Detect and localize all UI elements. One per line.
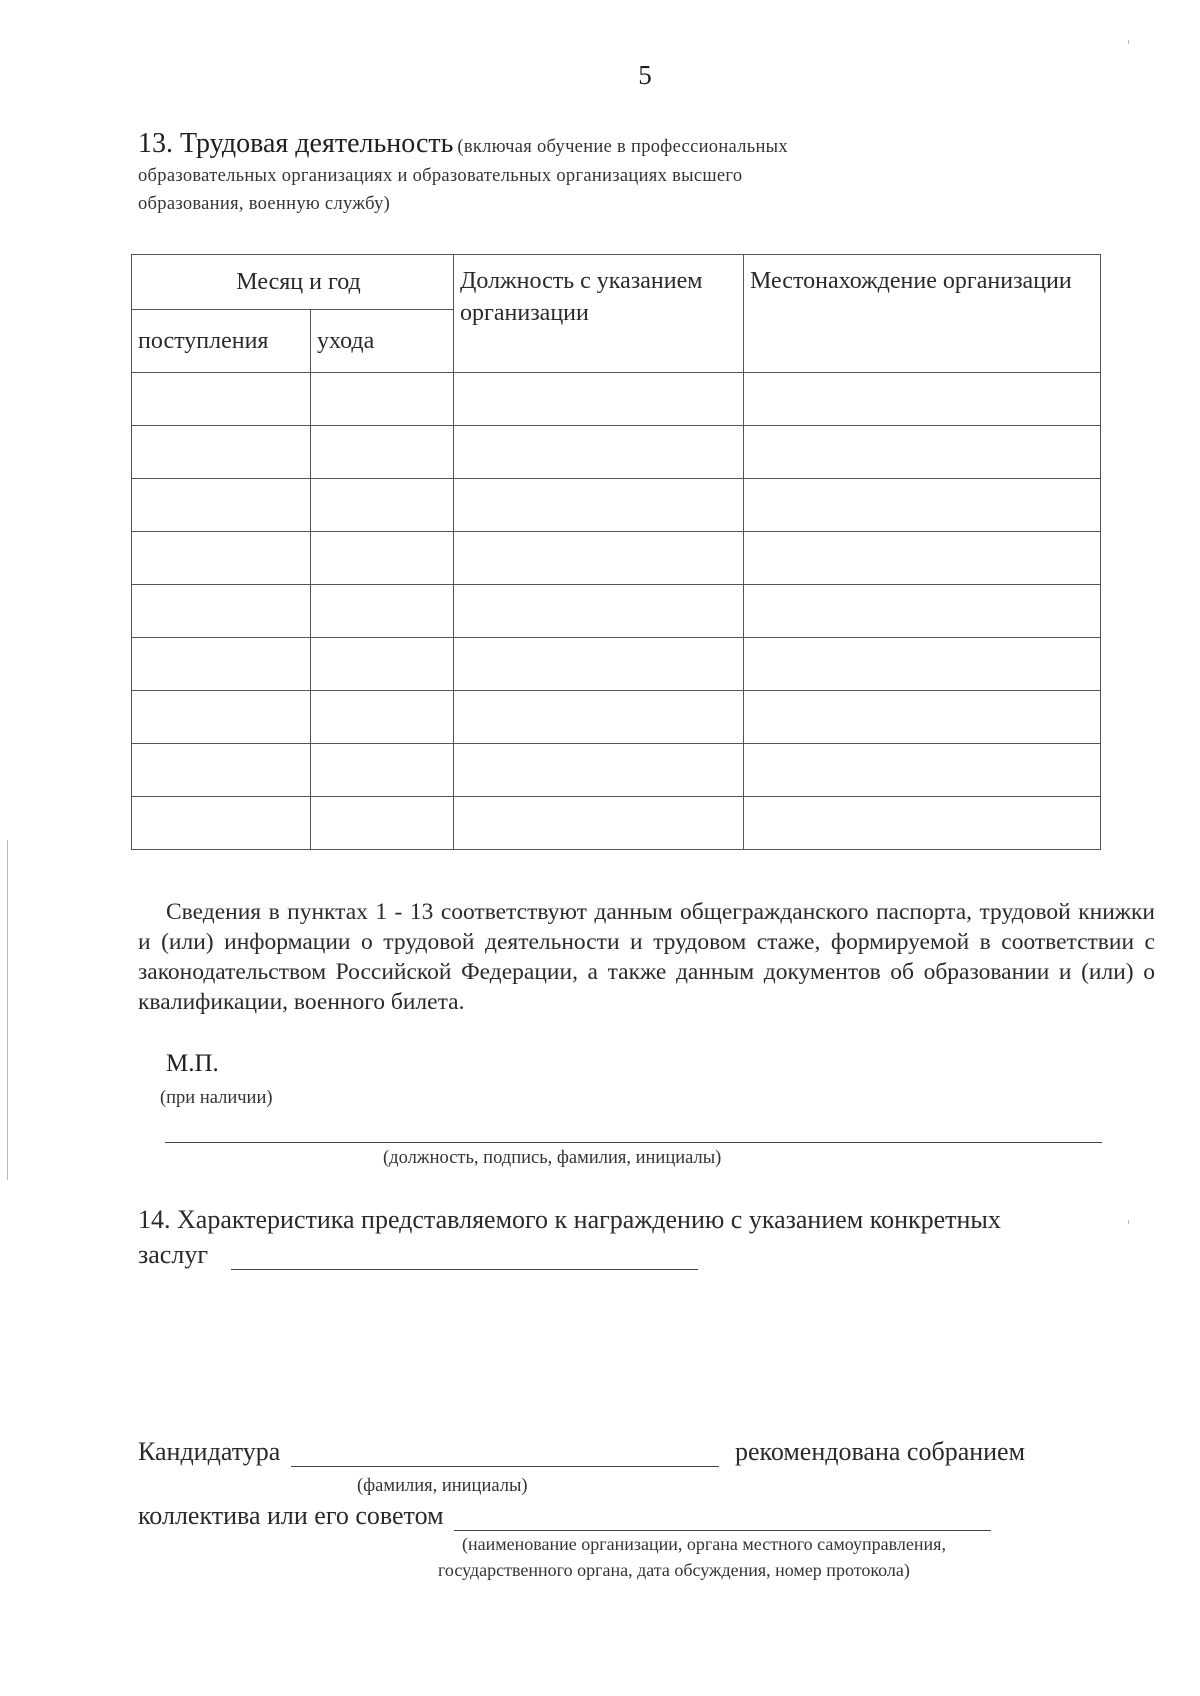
table-cell[interactable] bbox=[744, 479, 1101, 532]
table-cell[interactable] bbox=[454, 373, 744, 426]
table-row bbox=[132, 426, 1101, 479]
candidate-name-field[interactable] bbox=[291, 1440, 719, 1467]
organization-note-1: (наименование организации, органа местного самоуправления, bbox=[462, 1534, 946, 1554]
page-number: 5 bbox=[638, 60, 652, 90]
table-cell[interactable] bbox=[744, 638, 1101, 691]
collective-label: коллектива или его советом bbox=[138, 1501, 444, 1530]
table-cell[interactable] bbox=[744, 585, 1101, 638]
table-cell[interactable] bbox=[744, 373, 1101, 426]
section-13-note-3: образования, военную службу) bbox=[138, 194, 391, 214]
section-13-note-1: (включая обучение в профессиональных bbox=[457, 137, 788, 157]
table-cell[interactable] bbox=[454, 744, 744, 797]
table-row bbox=[132, 532, 1101, 585]
table-cell[interactable] bbox=[132, 797, 311, 850]
section-14-heading: 14. Характеристика представляемого к награждению с указанием конкретных bbox=[138, 1205, 1001, 1234]
table-cell[interactable] bbox=[311, 532, 454, 585]
signature-caption: (должность, подпись, фамилия, инициалы) bbox=[383, 1148, 722, 1168]
table-row bbox=[132, 691, 1101, 744]
table-row bbox=[132, 744, 1101, 797]
table-row bbox=[132, 638, 1101, 691]
table-row bbox=[132, 479, 1101, 532]
table-row bbox=[132, 373, 1101, 426]
table-cell[interactable] bbox=[454, 797, 744, 850]
section-13-title: 13. Трудовая деятельность bbox=[138, 128, 454, 159]
merits-label: заслуг bbox=[138, 1240, 208, 1269]
header-position: Должность с указанием организации bbox=[454, 255, 744, 373]
table-row bbox=[132, 585, 1101, 638]
candidacy-label: Кандидатура bbox=[138, 1437, 281, 1466]
attestation-text bbox=[138, 897, 1155, 1017]
scan-speck bbox=[1128, 1220, 1129, 1224]
table-cell[interactable] bbox=[132, 373, 311, 426]
table-cell[interactable] bbox=[744, 691, 1101, 744]
table-cell[interactable] bbox=[311, 373, 454, 426]
table-cell[interactable] bbox=[132, 638, 311, 691]
section-13-note-2: образовательных организациях и образовательных организациях высшего bbox=[138, 166, 743, 186]
header-location: Местонахождение организации bbox=[744, 255, 1101, 373]
table-cell[interactable] bbox=[132, 532, 311, 585]
header-exit: ухода bbox=[311, 310, 454, 373]
section-14-merits bbox=[138, 1240, 698, 1270]
table-cell[interactable] bbox=[744, 426, 1101, 479]
table-cell[interactable] bbox=[744, 744, 1101, 797]
table-cell[interactable] bbox=[311, 797, 454, 850]
candidacy-line bbox=[138, 1437, 719, 1467]
table-cell[interactable] bbox=[311, 691, 454, 744]
table-cell[interactable] bbox=[454, 426, 744, 479]
header-month-year: Месяц и год bbox=[132, 255, 454, 310]
stamp-label: М.П. bbox=[166, 1050, 219, 1077]
scan-edge-mark bbox=[7, 840, 8, 1180]
scan-speck bbox=[1128, 40, 1129, 44]
organization-note-2: государственного органа, дата обсуждения, номер протокола) bbox=[438, 1560, 910, 1580]
candidacy-recommended: рекомендована собранием bbox=[735, 1437, 1026, 1466]
table-cell[interactable] bbox=[454, 585, 744, 638]
stamp-note: (при наличии) bbox=[160, 1088, 273, 1108]
candidate-name-note: (фамилия, инициалы) bbox=[357, 1476, 528, 1496]
collective-line bbox=[138, 1501, 991, 1531]
table-cell[interactable] bbox=[454, 638, 744, 691]
organization-field[interactable] bbox=[454, 1504, 991, 1531]
table-cell[interactable] bbox=[132, 479, 311, 532]
table-cell[interactable] bbox=[454, 479, 744, 532]
header-entry: поступления bbox=[132, 310, 311, 373]
table-cell[interactable] bbox=[311, 744, 454, 797]
table-cell[interactable] bbox=[454, 532, 744, 585]
table-cell[interactable] bbox=[744, 797, 1101, 850]
table-cell[interactable] bbox=[132, 691, 311, 744]
attestation-body: Сведения в пунктах 1 - 13 соответствуют данным общегражданского паспорта, трудовой книжки и (или) информации о трудовой деятельности и трудовом стаже, формируемой в соответствии с законодательством Российской Федерации, а также данным документов об образовании и (или) о квалификации, военного билета. bbox=[138, 899, 1155, 1015]
employment-table bbox=[131, 254, 1101, 850]
signature-line[interactable] bbox=[165, 1142, 1102, 1143]
table-cell[interactable] bbox=[132, 585, 311, 638]
section-13-heading bbox=[138, 130, 1038, 218]
table-cell[interactable] bbox=[311, 638, 454, 691]
table-cell[interactable] bbox=[744, 532, 1101, 585]
table-cell[interactable] bbox=[311, 585, 454, 638]
table-cell[interactable] bbox=[311, 426, 454, 479]
table-row bbox=[132, 797, 1101, 850]
merits-field[interactable] bbox=[231, 1243, 698, 1270]
table-cell[interactable] bbox=[311, 479, 454, 532]
table-cell[interactable] bbox=[454, 691, 744, 744]
table-cell[interactable] bbox=[132, 744, 311, 797]
table-cell[interactable] bbox=[132, 426, 311, 479]
